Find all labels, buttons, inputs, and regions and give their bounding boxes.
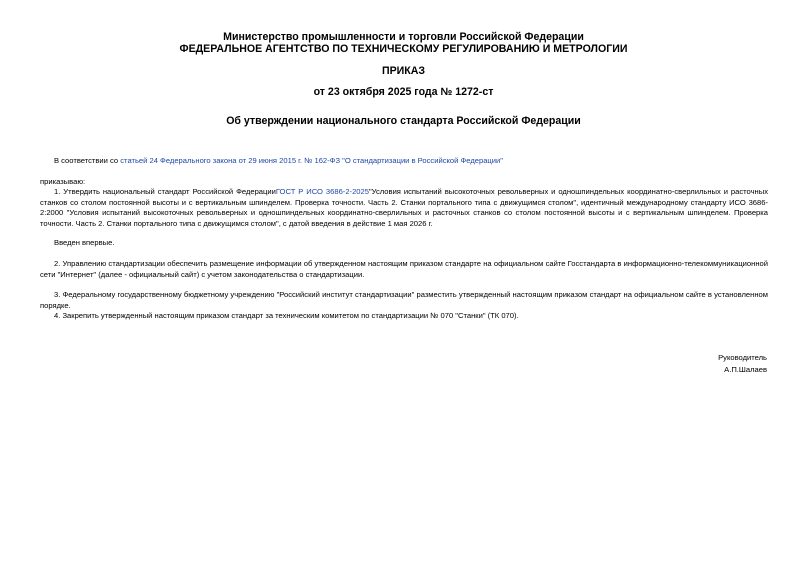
item-4-paragraph: 4. Закрепить утвержденный настоящим приказом стандарт за техническим комитетом по стандартизации № 070 "Станки" (ТК 070). [54,311,519,320]
signatory-position: Руководитель [718,353,767,362]
signatory-name: А.П.Шалаев [724,365,767,374]
order-title: ПРИКАЗ [381,65,426,77]
document-header [0,31,807,55]
agency-name: ФЕДЕРАЛЬНОЕ АГЕНТСТВО ПО ТЕХНИЧЕСКОМУ РЕГУЛИРОВАНИЮ И МЕТРОЛОГИИ [179,43,628,55]
item-1-paragraph [40,187,768,229]
item-1-suffix: "Условия испытаний высокоточных револьверных и одношпиндельных координатно-сверлильных и расточных станков со столом постоянной высоты и с вертикальным шпинделем. Проверка точности. Часть 2. Станки портального типа с движущимся столом", идентичный международному стандарту ИСО 3686-2:2000 "Условия испытаний высокоточных револьверных и одношпиндельных координатно-сверлильных и расточных станков со столом постоянной высоты и с вертикальным шпинделем. Проверка точности. Часть 2. Станки портального типа с движущимся столом", с датой введения в действие 1 мая 2026 г. [40,187,769,228]
item-1-prefix: 1. Утвердить национальный стандарт Российской Федерации [54,187,276,196]
item-3-paragraph: 3. Федеральному государственному бюджетному учреждению "Российский институт стандартизации" разместить утвержденный настоящим приказом стандарт на официальном сайте в установленном порядке. [40,290,768,310]
item-2-paragraph: 2. Управлению стандартизации обеспечить размещение информации об утвержденном настоящим приказом стандарте на официальном сайте Госстандарта в информационно-телекоммуникационной сети "Интернет" (далее - официальный сайт) с учетом законодательства о стандартизации. [40,259,768,279]
order-subject: Об утверждении национального стандарта Российской Федерации [226,115,581,127]
order-word: приказываю: [40,177,86,186]
order-date-number: от 23 октября 2025 года № 1272-ст [313,86,494,98]
federal-law-link[interactable]: статьей 24 Федерального закона от 29 июня 2015 г. № 162-ФЗ "О стандартизации в Российской Федерации" [120,156,503,165]
preamble-paragraph [40,156,768,167]
ministry-name: Министерство промышленности и торговли Российской Федерации [223,31,584,43]
preamble-prefix: В соответствии со [54,156,121,165]
introduced-note: Введен впервые. [54,238,115,247]
signature-block [718,352,767,376]
standard-link[interactable]: ГОСТ Р ИСО 3686-2-2025 [275,187,369,196]
